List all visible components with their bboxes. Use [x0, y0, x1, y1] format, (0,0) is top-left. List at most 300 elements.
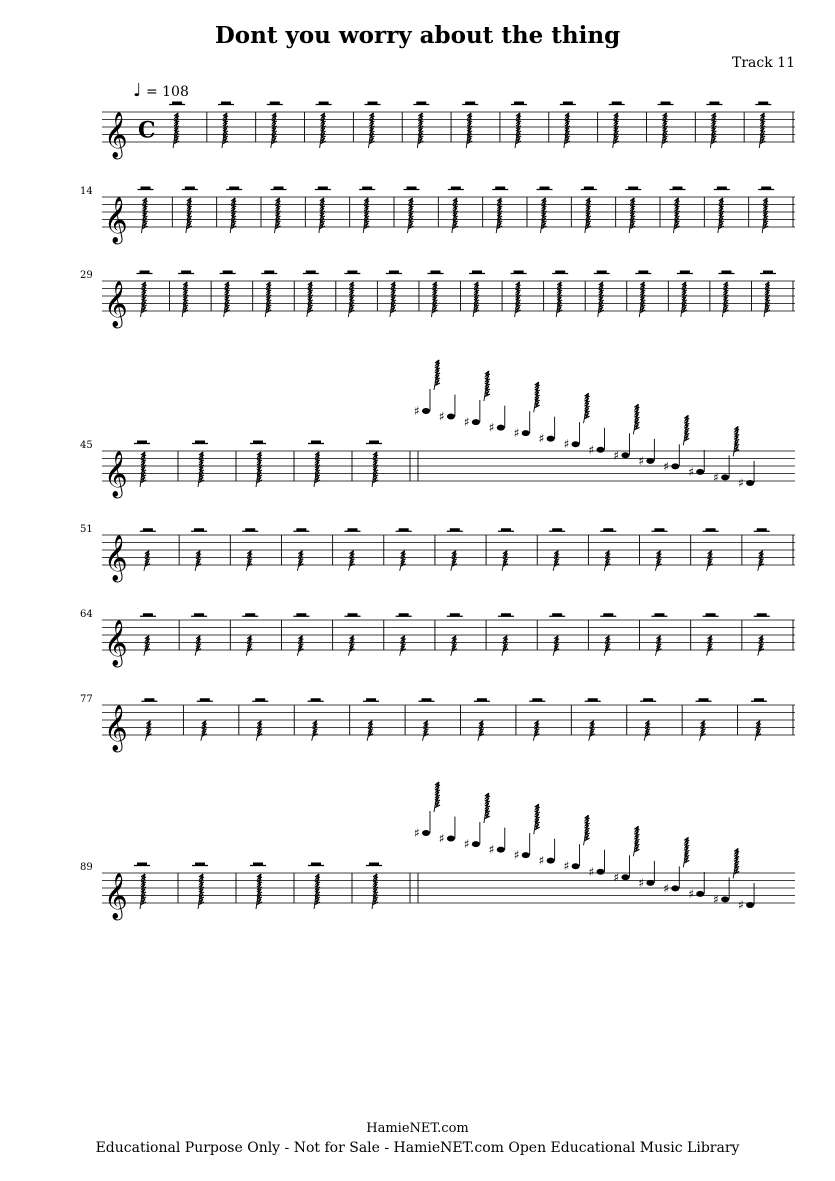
note-head — [497, 425, 505, 431]
ledger-rest — [549, 528, 565, 531]
ledger-rest — [651, 613, 667, 616]
rest-group — [417, 113, 423, 148]
whole-rest — [270, 102, 280, 105]
whole-rest — [137, 863, 147, 866]
ledger-rest — [754, 613, 770, 616]
whole-rest — [194, 528, 204, 531]
note-head — [522, 430, 530, 436]
rest-group — [604, 636, 610, 656]
rest-group — [451, 636, 457, 656]
ledger-rest — [138, 187, 154, 190]
rest-group — [556, 282, 562, 317]
ledger-rest — [581, 187, 597, 190]
ledger-rest — [537, 187, 553, 190]
rest-group — [755, 721, 761, 741]
ledger-rest — [594, 271, 610, 274]
ledger-rest — [474, 698, 490, 701]
rest-group — [222, 113, 228, 148]
rest-group — [633, 404, 639, 434]
ledger-rest — [677, 271, 693, 274]
note-head — [746, 902, 754, 908]
whole-rest — [369, 863, 379, 866]
rest-group — [515, 113, 521, 148]
rest-group — [256, 452, 262, 487]
note-head — [547, 436, 555, 442]
rest-group — [553, 636, 559, 656]
ledger-rest — [469, 271, 485, 274]
ledger-rest — [250, 441, 266, 444]
ledger-rest — [404, 187, 420, 190]
whole-rest — [137, 441, 147, 444]
rest-group — [195, 636, 201, 656]
note-head — [671, 885, 679, 891]
whole-rest — [706, 613, 716, 616]
sharp-icon: ♯ — [613, 870, 620, 885]
rest-group — [368, 113, 374, 148]
treble-clef-icon: 𝄞 — [104, 705, 128, 751]
rest-group — [589, 721, 595, 741]
sharp-icon: ♯ — [563, 859, 570, 874]
rest-group — [762, 198, 768, 233]
rest-group — [564, 113, 570, 148]
sharp-icon: ♯ — [438, 831, 445, 846]
whole-rest — [369, 441, 379, 444]
ledger-rest — [261, 271, 277, 274]
ledger-rest — [448, 187, 464, 190]
ledger-rest — [492, 187, 508, 190]
rest-group — [314, 452, 320, 487]
note-head — [621, 452, 629, 458]
rest-group — [173, 113, 179, 148]
ledger-rest — [418, 698, 434, 701]
ledger-rest — [192, 863, 208, 866]
rest-group — [733, 426, 739, 456]
whole-rest — [185, 187, 195, 190]
ledger-rest — [498, 528, 514, 531]
ledger-rest — [308, 698, 324, 701]
ledger-rest — [178, 271, 194, 274]
ledger-rest — [718, 271, 734, 274]
whole-rest — [348, 528, 358, 531]
treble-clef-icon: 𝄞 — [104, 451, 128, 497]
rest-group — [710, 113, 716, 148]
note-head — [547, 858, 555, 864]
rest-group — [533, 721, 539, 741]
whole-rest — [389, 271, 399, 274]
ledger-rest — [560, 102, 576, 105]
whole-rest — [552, 613, 562, 616]
ledger-rest — [363, 698, 379, 701]
rest-group — [198, 452, 204, 487]
whole-rest — [603, 528, 613, 531]
rest-group — [140, 452, 146, 487]
sharp-icon: ♯ — [438, 409, 445, 424]
footer-site: HamieNET.com — [366, 1121, 469, 1136]
whole-rest — [717, 187, 727, 190]
measure-number: 77 — [80, 694, 93, 705]
note-head — [721, 896, 729, 902]
ledger-rest — [271, 187, 287, 190]
whole-rest — [141, 187, 151, 190]
whole-rest — [612, 102, 622, 105]
sharp-icon: ♯ — [513, 848, 520, 863]
whole-rest — [407, 187, 417, 190]
whole-rest — [430, 271, 440, 274]
ledger-rest — [609, 102, 625, 105]
rest-group — [674, 198, 680, 233]
sharp-icon: ♯ — [688, 464, 695, 479]
rest-group — [584, 393, 590, 423]
rest-group — [758, 636, 764, 656]
ledger-rest — [498, 613, 514, 616]
rest-group — [541, 198, 547, 233]
rest-group — [759, 113, 765, 148]
note-head — [497, 847, 505, 853]
treble-clef-icon: 𝄞 — [104, 873, 128, 919]
whole-rest — [274, 187, 284, 190]
note-head — [422, 830, 430, 836]
ledger-rest — [658, 102, 674, 105]
staff-system — [80, 609, 795, 668]
rest-group — [372, 874, 378, 909]
whole-rest — [514, 271, 524, 274]
rest-group — [271, 113, 277, 148]
ledger-rest — [316, 102, 332, 105]
ledger-rest — [396, 613, 412, 616]
whole-rest — [472, 271, 482, 274]
note-head — [572, 863, 580, 869]
whole-rest — [399, 613, 409, 616]
whole-rest — [552, 528, 562, 531]
note-head — [447, 836, 455, 842]
ledger-rest — [640, 698, 656, 701]
whole-rest — [264, 271, 274, 274]
note-head — [696, 891, 704, 897]
whole-rest — [451, 187, 461, 190]
whole-rest — [540, 187, 550, 190]
whole-rest — [495, 187, 505, 190]
whole-rest — [514, 102, 524, 105]
rest-group — [707, 551, 713, 571]
note-head — [621, 874, 629, 880]
rest-group — [367, 721, 373, 741]
ledger-rest — [242, 528, 258, 531]
whole-rest — [348, 613, 358, 616]
ledger-rest — [197, 698, 213, 701]
whole-rest — [195, 863, 205, 866]
whole-rest — [721, 271, 731, 274]
whole-rest — [143, 528, 153, 531]
rest-group — [629, 198, 635, 233]
ledger-rest — [366, 863, 382, 866]
sharp-icon: ♯ — [713, 892, 719, 907]
whole-rest — [754, 698, 764, 701]
sharp-icon: ♯ — [488, 420, 495, 435]
rest-group — [314, 874, 320, 909]
rest-group — [484, 793, 490, 823]
note-head — [597, 447, 605, 453]
note-head — [572, 441, 580, 447]
note-head — [696, 469, 704, 475]
rest-group — [256, 874, 262, 909]
whole-rest — [661, 102, 671, 105]
sharp-icon: ♯ — [538, 431, 545, 446]
ledger-rest — [396, 528, 412, 531]
rest-group — [733, 848, 739, 878]
ledger-rest — [141, 698, 157, 701]
whole-rest — [706, 528, 716, 531]
sharp-icon: ♯ — [688, 886, 695, 901]
whole-rest — [588, 698, 598, 701]
whole-rest — [245, 613, 255, 616]
whole-rest — [709, 102, 719, 105]
ledger-rest — [703, 528, 719, 531]
whole-rest — [255, 698, 265, 701]
whole-rest — [416, 102, 426, 105]
sharp-icon: ♯ — [738, 475, 744, 490]
ledger-rest — [754, 528, 770, 531]
ledger-rest — [134, 863, 150, 866]
whole-rest — [245, 528, 255, 531]
ledger-rest — [462, 102, 478, 105]
ledger-rest — [511, 271, 527, 274]
rest-group — [613, 113, 619, 148]
ledger-rest — [585, 698, 601, 701]
note-head — [447, 414, 455, 420]
staff-system — [80, 524, 795, 583]
whole-rest — [450, 528, 460, 531]
ledger-rest — [359, 187, 375, 190]
note-head — [522, 852, 530, 858]
staff-system — [80, 811, 795, 921]
ledger-rest — [226, 187, 242, 190]
whole-rest — [311, 698, 321, 701]
rest-group — [718, 198, 724, 233]
ledger-rest — [344, 271, 360, 274]
ledger-rest — [308, 863, 324, 866]
ledger-rest — [293, 613, 309, 616]
ledger-rest — [366, 441, 382, 444]
ledger-rest — [140, 613, 156, 616]
rest-group — [478, 721, 484, 741]
sharp-icon: ♯ — [588, 864, 595, 879]
whole-rest — [399, 528, 409, 531]
whole-rest — [758, 102, 768, 105]
sharp-icon: ♯ — [588, 442, 595, 457]
whole-rest — [194, 613, 204, 616]
rest-group — [186, 198, 192, 233]
note-head — [422, 408, 430, 414]
measure-number: 89 — [80, 862, 93, 873]
treble-clef-icon: 𝄞 — [104, 112, 128, 158]
ledger-rest — [413, 102, 429, 105]
staff-system — [80, 694, 795, 753]
whole-rest — [306, 271, 316, 274]
rest-group — [431, 282, 437, 317]
rest-group — [408, 198, 414, 233]
rest-group — [655, 551, 661, 571]
sharp-icon: ♯ — [414, 826, 420, 840]
sharp-icon: ♯ — [663, 459, 670, 474]
ledger-rest — [600, 613, 616, 616]
rest-group — [515, 282, 521, 317]
sharp-icon: ♯ — [538, 853, 545, 868]
whole-rest — [757, 528, 767, 531]
rest-group — [662, 113, 668, 148]
whole-rest — [229, 187, 239, 190]
rest-group — [224, 282, 230, 317]
rest-group — [400, 636, 406, 656]
sharp-icon: ♯ — [414, 404, 420, 418]
rest-group — [434, 360, 440, 390]
sharp-icon: ♯ — [563, 437, 570, 452]
rest-group — [598, 282, 604, 317]
ledger-rest — [635, 271, 651, 274]
whole-rest — [347, 271, 357, 274]
rest-group — [363, 198, 369, 233]
ledger-rest — [529, 698, 545, 701]
sharp-icon: ♯ — [513, 426, 520, 441]
sharp-icon: ♯ — [463, 837, 470, 852]
rest-group — [683, 837, 689, 867]
rest-group — [655, 636, 661, 656]
treble-clef-icon: 𝄞 — [104, 535, 128, 581]
rest-group — [349, 636, 355, 656]
ledger-rest — [267, 102, 283, 105]
whole-rest — [253, 441, 263, 444]
ledger-rest — [760, 271, 776, 274]
whole-rest — [140, 271, 150, 274]
rest-group — [534, 382, 540, 412]
treble-clef-icon: 𝄞 — [104, 620, 128, 666]
whole-rest — [501, 613, 511, 616]
whole-rest — [296, 528, 306, 531]
staff-system — [80, 389, 795, 499]
rest-group — [466, 113, 472, 148]
note-head — [671, 463, 679, 469]
whole-rest — [761, 187, 771, 190]
ledger-rest — [552, 271, 568, 274]
rest-group — [297, 636, 303, 656]
whole-rest — [181, 271, 191, 274]
ledger-rest — [315, 187, 331, 190]
ledger-rest — [386, 271, 402, 274]
ledger-rest — [220, 271, 236, 274]
rest-group — [584, 815, 590, 845]
measure-number: 29 — [80, 270, 93, 281]
ledger-rest — [427, 271, 443, 274]
whole-rest — [221, 102, 231, 105]
whole-rest — [597, 271, 607, 274]
whole-rest — [319, 102, 329, 105]
ledger-rest — [137, 271, 153, 274]
ledger-rest — [293, 528, 309, 531]
treble-clef-icon: 𝄞 — [104, 197, 128, 243]
rest-group — [639, 282, 645, 317]
rest-group — [700, 721, 706, 741]
whole-rest — [757, 613, 767, 616]
rest-group — [195, 551, 201, 571]
measure-number: 64 — [80, 609, 93, 620]
ledger-rest — [714, 187, 730, 190]
ledger-rest — [191, 613, 207, 616]
whole-rest — [638, 271, 648, 274]
whole-rest — [144, 698, 154, 701]
note-head — [472, 419, 480, 425]
whole-rest — [253, 863, 263, 866]
ledger-rest — [758, 187, 774, 190]
rest-group — [312, 721, 318, 741]
rest-group — [140, 874, 146, 909]
whole-rest — [532, 698, 542, 701]
score-title: Dont you worry about the thing — [214, 22, 621, 49]
ledger-rest — [600, 528, 616, 531]
ledger-rest — [308, 441, 324, 444]
ledger-rest — [447, 528, 463, 531]
rest-group — [451, 551, 457, 571]
note-head — [746, 480, 754, 486]
ledger-rest — [169, 102, 185, 105]
ledger-rest — [670, 187, 686, 190]
rest-group — [319, 198, 325, 233]
sharp-icon: ♯ — [613, 448, 620, 463]
note-head — [646, 880, 654, 886]
ledger-rest — [625, 187, 641, 190]
rest-group — [198, 874, 204, 909]
rest-group — [633, 826, 639, 856]
sharp-icon: ♯ — [663, 881, 670, 896]
ledger-rest — [192, 441, 208, 444]
tempo-value: = 108 — [145, 84, 189, 100]
whole-rest — [195, 441, 205, 444]
rest-group — [644, 721, 650, 741]
ledger-rest — [703, 613, 719, 616]
whole-rest — [763, 271, 773, 274]
ledger-rest — [345, 613, 361, 616]
rest-group — [496, 198, 502, 233]
note-head — [472, 841, 480, 847]
sharp-icon: ♯ — [638, 453, 645, 468]
time-signature: C — [138, 117, 156, 144]
ledger-rest — [364, 102, 380, 105]
whole-rest — [318, 187, 328, 190]
whole-rest — [584, 187, 594, 190]
quarter-note-icon: ♩ — [133, 80, 142, 101]
rest-group — [275, 198, 281, 233]
ledger-rest — [706, 102, 722, 105]
rest-group — [604, 551, 610, 571]
rest-group — [297, 551, 303, 571]
whole-rest — [477, 698, 487, 701]
ledger-rest — [303, 271, 319, 274]
track-label: Track 11 — [732, 55, 795, 71]
rest-group — [144, 551, 150, 571]
ledger-rest — [751, 698, 767, 701]
ledger-rest — [242, 613, 258, 616]
whole-rest — [465, 102, 475, 105]
rest-group — [320, 113, 326, 148]
rest-group — [141, 282, 147, 317]
ledger-rest — [447, 613, 463, 616]
rest-group — [246, 636, 252, 656]
rest-group — [400, 551, 406, 571]
rest-group — [452, 198, 458, 233]
whole-rest — [643, 698, 653, 701]
whole-rest — [699, 698, 709, 701]
rest-group — [473, 282, 479, 317]
rest-group — [681, 282, 687, 317]
rest-group — [764, 282, 770, 317]
